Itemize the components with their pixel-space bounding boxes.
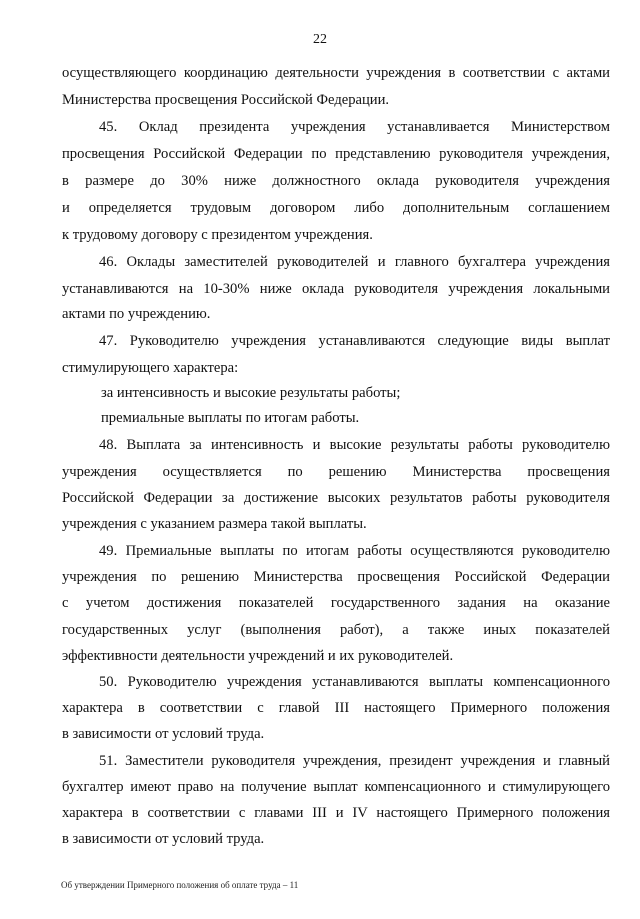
text-line: 50. Руководителю учреждения устанавливаются выплаты компенсационного <box>99 674 610 690</box>
text-line: 47. Руководителю учреждения устанавливаются следующие виды выплат <box>99 333 610 349</box>
text-line: Министерства просвещения Российской Федерации. <box>62 92 390 108</box>
text-line: государственных услуг (выполнения работ), а также иных показателей <box>62 622 610 638</box>
text-line: устанавливаются на 10-30% ниже оклада руководителя учреждения локальными <box>62 281 610 297</box>
text-line: 46. Оклады заместителей руководителей и главного бухгалтера учреждения <box>99 254 610 270</box>
text-line: учреждения с указанием размера такой выплаты. <box>62 516 367 532</box>
text-line: за интенсивность и высокие результаты работы; <box>101 385 401 401</box>
text-line: учреждения по решению Министерства просвещения Российской Федерации <box>62 569 610 585</box>
text-line: 45. Оклад президента учреждения устанавливается Министерством <box>99 119 610 135</box>
text-line: характера в соответствии с главами III и IV настоящего Примерного положения <box>62 805 610 821</box>
text-line: актами по учреждению. <box>62 306 211 322</box>
text-line: и определяется трудовым договором либо дополнительным соглашением <box>62 200 610 216</box>
text-line: характера в соответствии с главой III настоящего Примерного положения <box>62 700 610 716</box>
text-line: 48. Выплата за интенсивность и высокие результаты работы руководителю <box>99 437 610 453</box>
text-line: 51. Заместители руководителя учреждения, президент учреждения и главный <box>99 753 610 769</box>
text-line: в размере до 30% ниже должностного оклада руководителя учреждения <box>62 173 610 189</box>
text-line: стимулирующего характера: <box>62 360 239 376</box>
page-number: 22 <box>313 32 327 47</box>
text-line: премиальные выплаты по итогам работы. <box>101 410 360 426</box>
text-line: учреждения осуществляется по решению Министерства просвещения <box>62 464 610 480</box>
text-line: с учетом достижения показателей государственного задания на оказание <box>62 595 610 611</box>
text-line: 49. Премиальные выплаты по итогам работы осуществляются руководителю <box>99 543 610 559</box>
text-line: эффективности деятельности учреждений и их руководителей. <box>62 648 454 664</box>
text-line: просвещения Российской Федерации по представлению руководителя учреждения, <box>62 146 610 162</box>
text-line: Российской Федерации за достижение высоких результатов работы руководителя <box>62 490 610 506</box>
text-line: бухгалтер имеют право на получение выплат компенсационного и стимулирующего <box>62 779 610 795</box>
footer-note: Об утверждении Примерного положения об оплате труда – 11 <box>61 880 299 890</box>
text-line: в зависимости от условий труда. <box>62 726 265 742</box>
text-line: осуществляющего координацию деятельности учреждения в соответствии с актами <box>62 65 610 81</box>
text-line: к трудовому договору с президентом учреждения. <box>62 227 373 243</box>
text-line: в зависимости от условий труда. <box>62 831 265 847</box>
